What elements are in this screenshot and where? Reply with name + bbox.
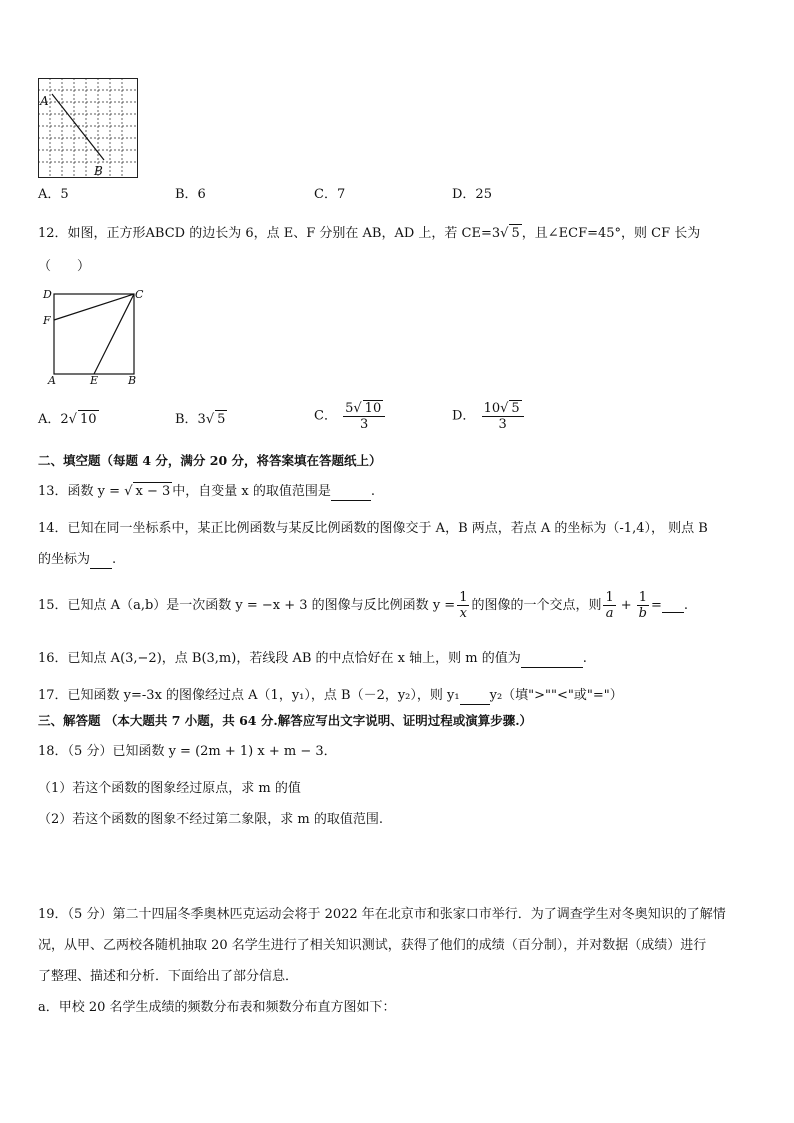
q18-part2: （2）若这个函数的图象不经过第二象限，求 m 的取值范围.	[38, 812, 383, 827]
q12-stem: 12．如图，正方形ABCD 的边长为 6，点 E、F 分别在 AB，AD 上，若 CE=3√ 5 ，且∠ECF=45°，则 CF 长为	[38, 226, 701, 241]
q11-option-a: A．5	[38, 187, 69, 202]
q14-line1: 14．已知在同一坐标系中，某正比例函数与某反比例函数的图像交于 A，B 两点，若点 A 的坐标为（-1,4）， 则点 B	[38, 521, 708, 536]
q14-line2: 的坐标为 .	[38, 552, 117, 567]
q12-option-a: A．2√ 10	[38, 412, 97, 427]
q18-title: 18．（5 分）已知函数 y = (2m + 1) x + m − 3．	[38, 744, 337, 759]
q19-line2: 况，从甲、乙两校各随机抽取 20 名学生进行了相关知识测试，获得了他们的成绩（百分制），并对数据（成绩）进行	[38, 938, 707, 953]
square-label-f: F	[43, 314, 51, 327]
square-label-d: D	[43, 288, 52, 301]
section-fill-in-heading: 二、填空题（每题 4 分，满分 20 分，将答案填在答题纸上）	[38, 453, 382, 468]
q13: 13．函数 y = √ x − 3 中，自变量 x 的取值范围是 .	[38, 484, 375, 499]
q17: 17．已知函数 y=-3x 的图像经过点 A（1，y₁），点 B（－2，y₂），则 y₁ y₂（填">""<"或"="）	[38, 688, 623, 703]
grid-label-a: A	[40, 94, 49, 108]
q11-option-d: D．25	[452, 187, 492, 202]
square-label-e: E	[90, 374, 99, 387]
q11-option-c: C．7	[314, 187, 346, 202]
q15: 15．已知点 A（a,b）是一次函数 y = −x + 3 的图像与反比例函数 y = $\frac{1}{x}$ 的图像的一个交点，则 $\frac{1}{a}$ + $\frac{1}{b}$ = .	[38, 590, 689, 621]
square-label-b: B	[128, 374, 137, 387]
q19-line4: a．甲校 20 名学生成绩的频数分布表和频数分布直方图如下：	[38, 1000, 396, 1015]
q19-line1: 19．（5 分）第二十四届冬季奥林匹克运动会将于 2022 年在北京市和张家口市举行．为了调查学生对冬奥知识的了解情	[38, 907, 726, 922]
q12-paren: （ ）	[38, 259, 91, 274]
q12-option-b: B．3√ 5	[175, 412, 226, 427]
q18-part1: （1）若这个函数的图象经过原点，求 m 的值	[38, 781, 301, 796]
q12-option-d: D． $\frac{10√ 5}{3}$	[452, 400, 526, 432]
section-solution-heading: 三、解答题 （本大题共 7 小题，共 64 分.解答应写出文字说明、证明过程或演算步骤.）	[38, 713, 533, 728]
q12-option-c: C． $\frac{5√ 10}{3}$	[314, 400, 387, 432]
square-label-a: A	[48, 374, 56, 387]
grid-label-b: B	[94, 164, 103, 178]
square-figure	[50, 288, 140, 378]
q16: 16．已知点 A(3,−2)，点 B(3,m)，若线段 AB 的中点恰好在 x 轴上，则 m 的值为 .	[38, 651, 587, 666]
grid-figure	[38, 78, 138, 178]
q19-line3: 了整理、描述和分析．下面给出了部分信息．	[38, 969, 299, 984]
square-label-c: C	[135, 288, 144, 301]
q11-option-b: B．6	[175, 187, 206, 202]
